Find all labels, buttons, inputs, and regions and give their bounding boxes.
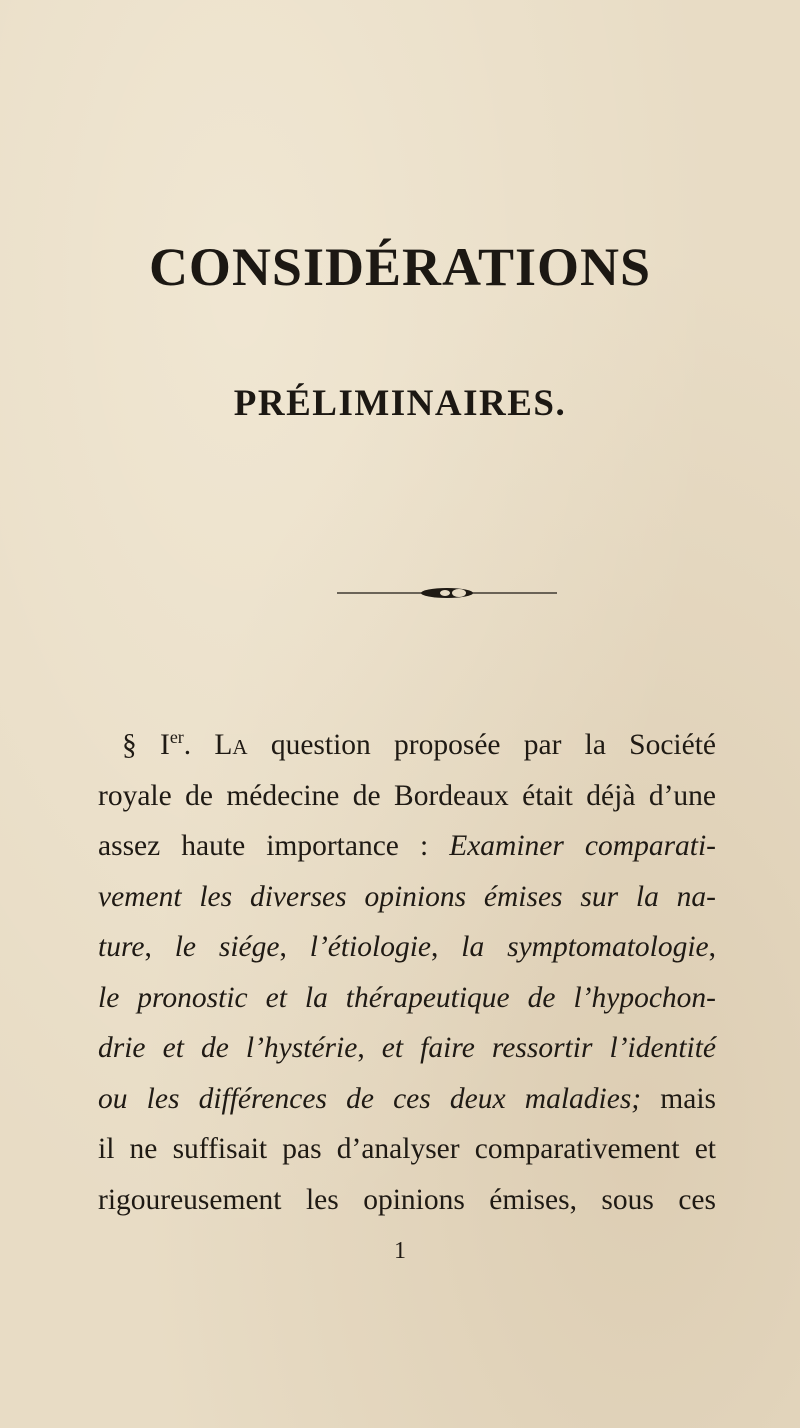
chapter-title-line-2: PRÉLIMINAIRES. xyxy=(233,383,567,424)
text-run: , xyxy=(708,931,717,963)
italic-text-run: la symptomatologie xyxy=(461,931,709,963)
section-mark: § xyxy=(122,729,137,761)
paragraph-line xyxy=(98,872,716,923)
section-separator: . xyxy=(183,729,215,761)
text-run: royale de médecine de Bordeaux était déjà d’une xyxy=(98,779,716,812)
paragraph-line xyxy=(98,1023,716,1074)
paragraph-line xyxy=(98,1175,716,1226)
text-run: assez haute importance : xyxy=(98,830,450,862)
italic-text-run: le pronostic et la thérapeutique de l’hypochon- xyxy=(98,981,716,1014)
paragraph-line xyxy=(98,1074,716,1125)
text-run: question proposée par la Société xyxy=(247,729,716,761)
text-run: , xyxy=(144,931,175,963)
paragraph-line xyxy=(98,973,716,1024)
italic-text-run: vement les diverses opinions émises sur la na- xyxy=(98,880,716,913)
text-run: , xyxy=(279,931,310,963)
italic-text-run: Examiner comparati- xyxy=(449,830,717,862)
text-run: La xyxy=(214,729,248,761)
italic-text-run: l’étiologie xyxy=(309,931,431,963)
section-number-superscript: er xyxy=(169,727,184,748)
text-run: , xyxy=(431,931,462,963)
text-run: rigoureusement les opinions émises, sous ces xyxy=(98,1183,716,1216)
page-number: 1 xyxy=(394,1238,406,1264)
paragraph-line xyxy=(98,922,716,973)
paragraph xyxy=(98,720,716,1225)
italic-text-run: drie et de l’hystérie xyxy=(98,1032,358,1064)
chapter-title-line-1: CONSIDÉRATIONS xyxy=(148,237,652,297)
paragraph-line xyxy=(98,1124,716,1175)
section-number: I xyxy=(159,729,170,761)
paragraph-line xyxy=(98,771,716,822)
text-run: il ne suffisait pas d’analyser comparativement et xyxy=(98,1133,716,1165)
italic-text-run: ture xyxy=(98,931,145,963)
italic-text-run: le siége xyxy=(174,931,280,963)
text-run: mais xyxy=(641,1082,717,1115)
decorative-rule-icon xyxy=(337,581,557,605)
italic-text-run: et faire ressortir l’identité xyxy=(381,1032,717,1064)
paragraph-line xyxy=(98,821,716,872)
paragraph-line xyxy=(98,720,716,771)
italic-text-run: ou les différences de ces deux maladies; xyxy=(98,1082,642,1115)
text-run: , xyxy=(357,1032,382,1064)
